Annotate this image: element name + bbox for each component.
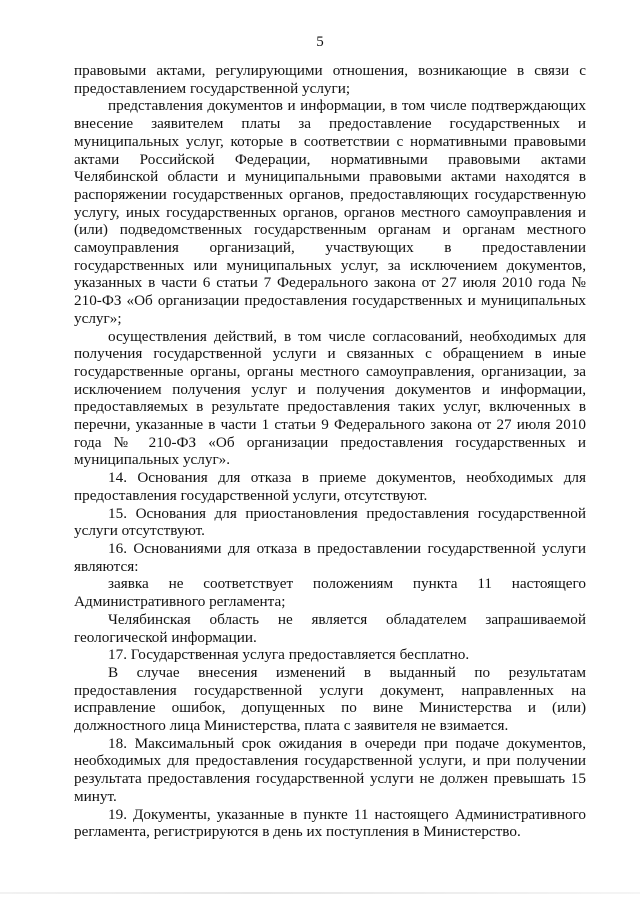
- scan-edge-divider: [0, 892, 640, 894]
- paragraph-item-16-reason-2: Челябинская область не является обладателем запрашиваемой геологической информации.: [74, 610, 586, 646]
- paragraph-continuation: правовыми актами, регулирующими отношения, возникающие в связи с предоставлением государственной услуги;: [74, 62, 586, 97]
- paragraph-item-19: 19. Документы, указанные в пункте 11 настоящего Административного регламента, регистрируются в день их поступления в Министерство.: [74, 805, 586, 841]
- paragraph-actions-approvals: осуществления действий, в том числе согласований, необходимых для получения государственной услуги и связанных с обращением в иные государственные органы, органы местного самоуправления, организации, за исключением получения услуг и получения документов и информации, предоставляемых в результате предоставления таких услуг, включенных в перечни, указанные в части 1 статьи 9 Федерального закона от 27 июля 2010 года № 210-ФЗ «Об организации предоставления государственных и муниципальных услуг».: [74, 327, 586, 469]
- page-number: 5: [316, 34, 324, 50]
- document-body: [74, 62, 586, 841]
- paragraph-item-17-corrections: В случае внесения изменений в выданный по результатам предоставления государственной услуги документ, направленных на исправление ошибок, допущенных по вине Министерства и (или) должностного лица Министерства, плата с заявителя не взимается.: [74, 663, 586, 735]
- paragraph-item-18: 18. Максимальный срок ожидания в очереди при подаче документов, необходимых для предоставления государственной услуги, и при получении результата предоставления государственной услуги не должен превышать 15 минут.: [74, 734, 586, 805]
- paragraph-documents-info: представления документов и информации, в том числе подтверждающих внесение заявителем платы за предоставление государственных и муниципальных услуг, которые в соответствии с нормативными правовыми актами Российской Федерации, нормативными правовыми актами Челябинской области и муниципальными правовыми актами находятся в распоряжении государственных органов, предоставляющих государственную услугу, иных государственных органов, органов местного самоуправления и (или) подведомственных государственным органам и органам местного самоуправления организаций, участвующих в предоставлении государственных или муниципальных услуг, за исключением документов, указанных в части 6 статьи 7 Федерального закона от 27 июля 2010 года № 210-ФЗ «Об организации предоставления государственных и муниципальных услуг»;: [74, 97, 586, 327]
- paragraph-item-16: 16. Основаниями для отказа в предоставлении государственной услуги являются:: [74, 539, 586, 575]
- paragraph-item-15: 15. Основания для приостановления предоставления государственной услуги отсутствуют.: [74, 504, 586, 540]
- paragraph-item-17: 17. Государственная услуга предоставляется бесплатно.: [108, 646, 470, 664]
- paragraph-item-14: 14. Основания для отказа в приеме документов, необходимых для предоставления государственной услуги, отсутствуют.: [74, 469, 586, 504]
- paragraph-item-16-reason-1: заявка не соответствует положениям пункта 11 настоящего Административного регламента;: [74, 575, 586, 611]
